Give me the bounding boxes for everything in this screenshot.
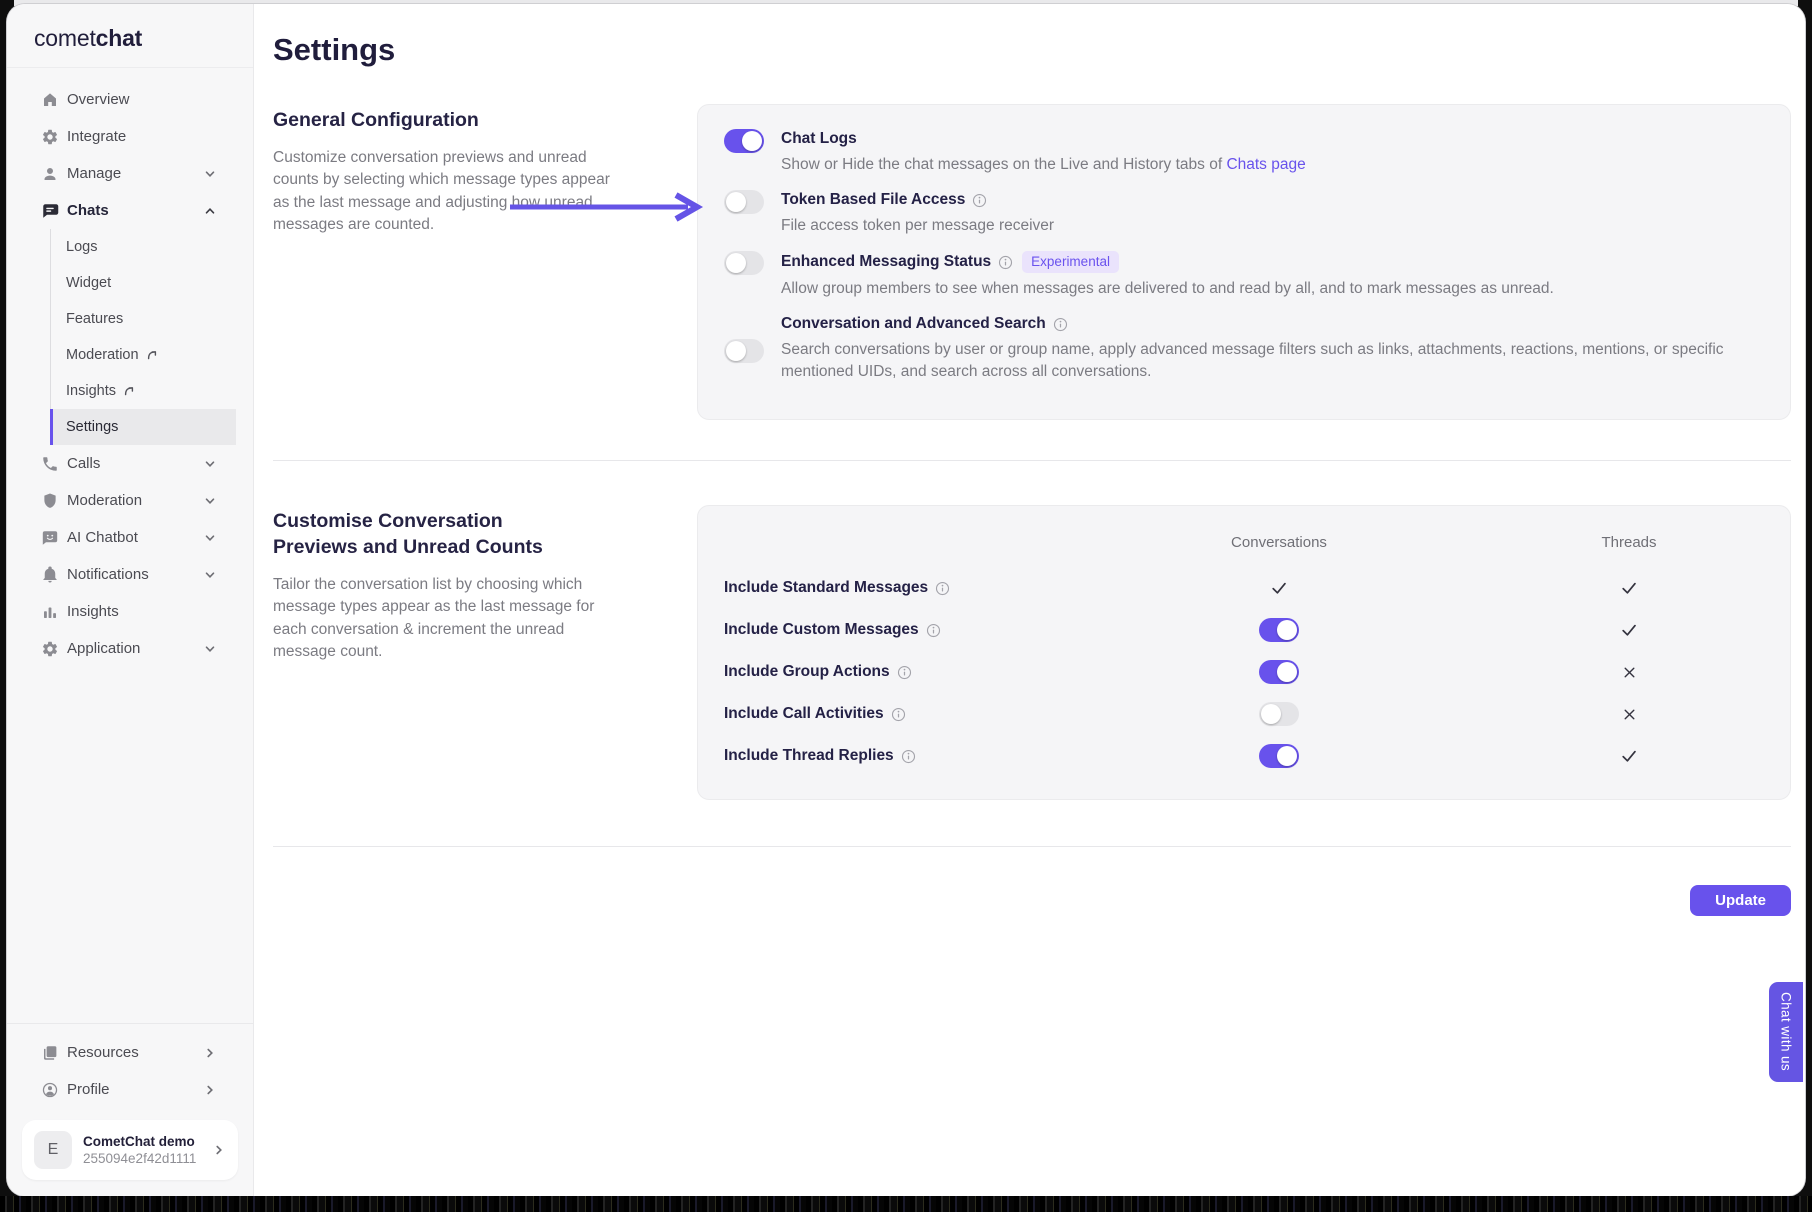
experimental-badge: Experimental	[1022, 251, 1119, 273]
main-content	[254, 4, 1805, 1196]
table-row-include-thread-replies	[724, 735, 1764, 777]
toggle[interactable]	[724, 129, 764, 153]
sidebar-item-label: Profile	[67, 1081, 110, 1098]
toggle[interactable]	[1259, 702, 1299, 726]
update-row	[273, 885, 1791, 916]
sidebar-subitem-moderation[interactable]	[50, 337, 236, 373]
conversations-cell	[1064, 618, 1494, 642]
sidebar-item-label: Insights	[67, 603, 119, 620]
conversations-cell	[1064, 579, 1494, 597]
chart-icon	[40, 602, 59, 621]
threads-cell	[1494, 747, 1764, 765]
sidebar	[7, 4, 254, 1196]
sidebar-subitem-label: Insights	[66, 383, 116, 399]
toggle[interactable]	[1259, 744, 1299, 768]
page-title: Settings	[273, 32, 396, 67]
avatar: E	[34, 1131, 72, 1169]
setting-row-conversation-and-advanced-search	[724, 314, 1764, 383]
sidebar-item-integrate[interactable]	[7, 118, 253, 155]
info-icon[interactable]	[891, 707, 906, 722]
general-description: Customize conversation previews and unread counts by selecting which message types appear as the last message and adjusting how unread messages are counted.	[273, 148, 610, 234]
sidebar-item-label: Integrate	[67, 128, 127, 145]
conversations-cell	[1064, 660, 1494, 684]
sidebar-item-moderation[interactable]	[7, 482, 253, 519]
sidebar-subitem-label: Features	[66, 311, 124, 327]
setting-label: Conversation and Advanced Search	[781, 315, 1046, 333]
chats-page-link[interactable]: Chats page	[1226, 156, 1306, 173]
chevron-down-icon	[203, 642, 217, 656]
table-row-include-standard-messages	[724, 567, 1764, 609]
gear-icon	[40, 639, 59, 658]
info-icon[interactable]	[897, 665, 912, 680]
cross-icon	[1622, 707, 1637, 722]
sidebar-nav	[7, 68, 253, 667]
check-icon	[1620, 579, 1638, 597]
phone-icon	[40, 454, 59, 473]
sidebar-item-resources[interactable]	[7, 1034, 253, 1071]
toggle[interactable]	[724, 190, 764, 214]
toggle[interactable]	[1259, 660, 1299, 684]
chat-with-us-tab[interactable]: Chat with us	[1769, 982, 1803, 1082]
threads-cell	[1494, 621, 1764, 639]
setting-row-enhanced-messaging-status	[724, 251, 1764, 300]
table-row-include-custom-messages	[724, 609, 1764, 651]
sidebar-spacer	[7, 667, 253, 1023]
toggle[interactable]	[724, 251, 764, 275]
sidebar-item-label: Moderation	[67, 492, 143, 509]
check-icon	[1620, 621, 1638, 639]
general-section-intro	[273, 104, 635, 237]
sidebar-item-label: Application	[67, 640, 141, 657]
info-icon[interactable]	[935, 581, 950, 596]
toggle[interactable]	[724, 339, 764, 363]
chevron-down-icon	[203, 531, 217, 545]
info-icon[interactable]	[926, 623, 941, 638]
setting-label: Enhanced Messaging Status	[781, 253, 992, 271]
column-header-conversations: Conversations	[1231, 534, 1327, 552]
sidebar-subitem-label: Logs	[66, 239, 98, 255]
sidebar-item-notifications[interactable]	[7, 556, 253, 593]
home-icon	[40, 90, 59, 109]
sidebar-item-label: Overview	[67, 91, 130, 108]
sidebar-subitem-label: Settings	[66, 419, 119, 435]
setting-label: Chat Logs	[781, 130, 857, 147]
customise-section-intro	[273, 505, 635, 663]
update-button[interactable]: Update	[1690, 885, 1791, 916]
chat-icon	[40, 201, 59, 220]
bell-icon	[40, 565, 59, 584]
shield-icon	[40, 491, 59, 510]
chevron-right-icon	[203, 1046, 217, 1060]
row-label: Include Custom Messages	[724, 621, 919, 639]
sidebar-item-label: Chats	[67, 202, 109, 219]
profile-icon	[40, 1080, 59, 1099]
sidebar-subitem-label: Widget	[66, 275, 112, 291]
general-configuration-section	[273, 104, 1791, 420]
external-link-icon	[123, 385, 135, 397]
chevron-down-icon	[203, 494, 217, 508]
sidebar-item-label: Manage	[67, 165, 122, 182]
column-header-threads: Threads	[1601, 534, 1657, 552]
general-configuration-card	[697, 104, 1791, 420]
customise-description: Tailor the conversation list by choosing which message types appear as the last message for each conversation & increment the unread message count.	[273, 575, 595, 661]
sidebar-subitem-label: Moderation	[66, 347, 139, 363]
sidebar-footer-nav	[7, 1023, 253, 1108]
sidebar-item-manage[interactable]	[7, 155, 253, 192]
row-label: Include Standard Messages	[724, 579, 929, 597]
sidebar-item-application[interactable]	[7, 630, 253, 667]
chevron-right-icon	[203, 1083, 217, 1097]
threads-cell	[1494, 579, 1764, 597]
row-label: Include Call Activities	[724, 705, 884, 723]
conversations-cell	[1064, 702, 1494, 726]
table-row-include-call-activities	[724, 693, 1764, 735]
screenshot-edge-artifact	[0, 1196, 1812, 1212]
check-icon	[1270, 579, 1288, 597]
row-label: Include Group Actions	[724, 663, 890, 681]
account-card[interactable]	[22, 1120, 238, 1180]
conversations-cell	[1064, 744, 1494, 768]
account-name: CometChat demo	[83, 1134, 195, 1149]
table-body	[724, 567, 1764, 777]
sidebar-subitem-insights[interactable]	[50, 373, 236, 409]
setting-description: Show or Hide the chat messages on the Live and History tabs of Chats page	[781, 156, 1306, 173]
chevron-up-icon	[203, 204, 217, 218]
external-link-icon	[146, 349, 158, 361]
toggle[interactable]	[1259, 618, 1299, 642]
sidebar-item-label: Calls	[67, 455, 101, 472]
table-row-include-group-actions	[724, 651, 1764, 693]
gear-icon	[40, 127, 59, 146]
sidebar-subitem-widget[interactable]	[50, 265, 236, 301]
check-icon	[1620, 747, 1638, 765]
logo-text-regular: comet	[34, 25, 96, 51]
cross-icon	[1622, 665, 1637, 680]
setting-row-token-based-file-access	[724, 190, 1764, 237]
person-icon	[40, 164, 59, 183]
info-icon[interactable]	[901, 749, 916, 764]
sidebar-item-insights[interactable]	[7, 593, 253, 630]
sidebar-subitem-settings[interactable]	[50, 409, 236, 445]
setting-row-chat-logs	[724, 129, 1764, 176]
section-divider	[273, 460, 1791, 461]
chevron-down-icon	[203, 568, 217, 582]
setting-description: Search conversations by user or group name, apply advanced message filters such as links, attachments, reactions, mentions, or specific mentioned UIDs, and search across all conversations.	[781, 341, 1724, 381]
bot-icon	[40, 528, 59, 547]
customise-heading: Customise Conversation Previews and Unread Counts	[273, 510, 543, 558]
sidebar-item-label: Resources	[67, 1044, 139, 1061]
account-id: 255094e2f42d1111	[83, 1151, 197, 1166]
setting-description: Allow group members to see when messages are delivered to and read by all, and to mark messages as unread.	[781, 280, 1554, 298]
threads-cell	[1494, 665, 1764, 680]
sidebar-item-calls[interactable]	[7, 445, 253, 482]
sidebar-item-ai-chatbot[interactable]	[7, 519, 253, 556]
setting-label: Token Based File Access	[781, 191, 966, 208]
threads-cell	[1494, 707, 1764, 722]
info-icon[interactable]	[1053, 317, 1068, 332]
cometchat-logo[interactable]	[7, 4, 253, 68]
app-window	[7, 4, 1805, 1196]
sidebar-item-overview[interactable]	[7, 81, 253, 118]
chevron-down-icon	[203, 167, 217, 181]
sidebar-subitem-logs[interactable]	[50, 229, 236, 265]
sidebar-subitem-features[interactable]	[50, 301, 236, 337]
chevron-down-icon	[203, 457, 217, 471]
sidebar-item-chats[interactable]	[7, 192, 253, 229]
customise-previews-card	[697, 505, 1791, 800]
logo-text-bold: chat	[95, 25, 143, 51]
general-heading: General Configuration	[273, 109, 479, 131]
table-header	[724, 530, 1764, 551]
sidebar-item-profile[interactable]	[7, 1071, 253, 1108]
sidebar-item-label: AI Chatbot	[67, 529, 138, 546]
section-divider	[273, 846, 1791, 847]
book-icon	[40, 1043, 59, 1062]
row-label: Include Thread Replies	[724, 747, 894, 765]
sidebar-item-label: Notifications	[67, 566, 149, 583]
info-icon[interactable]	[998, 255, 1013, 270]
setting-description: File access token per message receiver	[781, 217, 1055, 234]
info-icon[interactable]	[972, 193, 987, 208]
chevron-right-icon	[212, 1143, 226, 1157]
customise-previews-section	[273, 505, 1791, 800]
